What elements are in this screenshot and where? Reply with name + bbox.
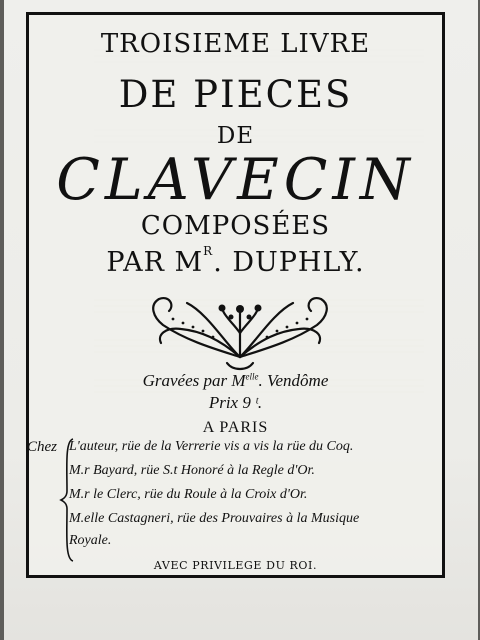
title-page bbox=[4, 0, 478, 640]
engraver-name: . Vendôme bbox=[258, 371, 329, 390]
title-line-clavecin: CLAVECIN bbox=[56, 147, 415, 213]
title-line-de-pieces: DE PIECES bbox=[118, 73, 353, 116]
chez-label: Chez bbox=[27, 439, 57, 455]
seller-line-castagneri: M.elle Castagneri, rüe des Prouvaires à la Musique bbox=[69, 511, 360, 526]
privilege-line: AVEC PRIVILEGE DU ROI. bbox=[153, 559, 318, 572]
seller-line-royale: Royale. bbox=[69, 533, 112, 548]
engraver-line bbox=[29, 371, 442, 391]
title-line-troisieme-livre: TROISIEME LIVRE bbox=[100, 29, 371, 59]
engraver-prefix: Gravées par M bbox=[142, 371, 246, 390]
composer-prefix: PAR M bbox=[106, 247, 204, 278]
seller-line-le-clerc: M.r le Clerc, rüe du Roule à la Croix d'Or. bbox=[69, 487, 308, 502]
title-line-composees: COMPOSÉES bbox=[140, 211, 331, 241]
engraver-sup: elle bbox=[245, 371, 259, 382]
composer-sup: R bbox=[203, 244, 214, 258]
price-line: Prix 9 ᵗ. bbox=[208, 393, 263, 412]
floral-ornament-icon bbox=[135, 283, 345, 375]
title-line-de: DE bbox=[216, 123, 255, 149]
seller-line-auteur: L'auteur, rüe de la Verrerie vis a vis la rüe du Coq. bbox=[69, 439, 354, 454]
composer-name: . DUPHLY. bbox=[213, 247, 365, 278]
seller-line-bayard: M.r Bayard, rüe S.t Honoré à la Regle d'Or. bbox=[69, 463, 315, 478]
city-line: A PARIS bbox=[202, 419, 269, 436]
composer-line bbox=[29, 244, 442, 278]
engraved-border bbox=[26, 12, 445, 578]
